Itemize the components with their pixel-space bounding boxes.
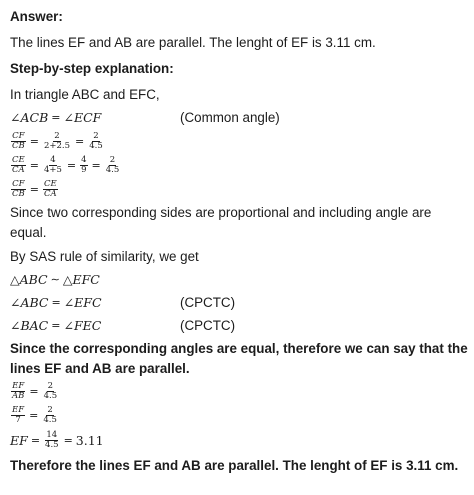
numerator: 4 [50, 154, 56, 165]
ef-seven-ratio-row [10, 404, 464, 426]
numerator: CE [43, 178, 57, 189]
denominator: CB [12, 188, 25, 199]
ratio-cf-row [10, 130, 464, 152]
equals-sign: = [51, 110, 61, 124]
denominator: 9 [81, 164, 87, 175]
angle-left: ∠ACB [10, 109, 49, 125]
fraction [11, 382, 25, 401]
angle-right: ∠EFC [63, 294, 102, 310]
numerator: 2 [47, 404, 53, 415]
fraction [11, 180, 26, 199]
fraction [43, 156, 63, 175]
cpctc-row-1 [10, 291, 464, 313]
equals-sign: = [29, 134, 39, 148]
conclusion-text: Therefore the lines EF and AB are parallel. The lenght of EF is 3.11 cm. [10, 458, 459, 473]
numerator: EF [12, 380, 25, 391]
cpctc-note: (CPCTC) [180, 294, 236, 310]
fraction [11, 132, 26, 151]
fraction [44, 431, 60, 450]
numerator: 4 [81, 154, 87, 165]
equals-sign: = [29, 408, 39, 422]
triangle-abc: △ABC [10, 271, 48, 287]
angle-right: ∠ECF [63, 109, 102, 125]
cpctc-note: (CPCTC) [180, 317, 236, 333]
denominator: 4.5 [105, 164, 120, 175]
equals-sign: = [66, 158, 77, 172]
fraction [88, 132, 104, 151]
numerator: 2 [54, 130, 60, 141]
fraction [43, 132, 71, 151]
numerator: 2 [109, 154, 116, 165]
parallel-text-line2: lines EF and AB are parallel. [10, 361, 190, 376]
denominator: 4.5 [43, 390, 58, 401]
equals-sign: = [75, 134, 85, 148]
intro-text: In triangle ABC and EFC, [10, 87, 160, 102]
angle-left: ∠BAC [10, 317, 49, 333]
equals-sign: = [30, 433, 41, 447]
angle-left: ∠ABC [10, 294, 49, 310]
ef-result: 3.11 [75, 432, 104, 448]
denominator: 4.5 [43, 414, 57, 425]
numerator: EF [12, 404, 25, 415]
ratio-ce-row [10, 154, 464, 176]
answer-heading: Answer: [10, 9, 63, 24]
parallel-text-line1: Since the corresponding angles are equal, therefore we can say that the [10, 341, 468, 356]
denominator: 2+2.5 [43, 140, 71, 151]
equals-sign: = [91, 158, 101, 172]
denominator: 7 [15, 414, 21, 425]
equals-sign: = [51, 318, 61, 332]
numerator: 14 [46, 429, 58, 440]
denominator: AB [12, 390, 25, 401]
similarity-row [10, 268, 464, 290]
denominator: CA [44, 188, 57, 199]
proportional-text-line2: equal. [10, 225, 47, 240]
steps-heading: Step-by-step explanation: [10, 61, 174, 76]
numerator: CE [12, 154, 25, 165]
fraction [11, 156, 26, 175]
fraction [11, 406, 25, 425]
numerator: 2 [93, 130, 99, 141]
ratio-equality-row [10, 178, 464, 200]
fraction [80, 156, 87, 175]
equals-sign: = [63, 433, 73, 447]
common-angle-row [10, 106, 464, 128]
fraction [105, 156, 121, 175]
equals-sign: = [29, 384, 39, 398]
answer-text: The lines EF and AB are parallel. The lenght of EF is 3.11 cm. [10, 35, 376, 50]
sas-text: By SAS rule of similarity, we get [10, 249, 199, 264]
denominator: 4.5 [89, 140, 103, 151]
ef-symbol: EF [10, 432, 28, 448]
denominator: CB [12, 140, 25, 151]
numerator: 2 [47, 380, 54, 391]
denominator: 4+5 [43, 164, 62, 175]
numerator: CF [12, 130, 25, 141]
denominator: CA [12, 164, 25, 175]
cpctc-row-2 [10, 314, 464, 336]
fraction [43, 382, 59, 401]
similar-sign: ∼ [50, 272, 60, 286]
triangle-efc: △EFC [62, 271, 100, 287]
ef-value-row [10, 429, 464, 451]
common-angle-note: (Common angle) [180, 109, 280, 125]
angle-right: ∠FEC [63, 317, 102, 333]
equals-sign: = [29, 182, 39, 196]
equals-sign: = [51, 295, 61, 309]
fraction [42, 406, 58, 425]
fraction [43, 180, 58, 199]
denominator: 4.5 [45, 439, 59, 450]
ef-ab-ratio-row [10, 380, 464, 402]
numerator: CF [12, 178, 25, 189]
proportional-text-line1: Since two corresponding sides are proportional and including angle are [10, 205, 432, 220]
equals-sign: = [29, 158, 39, 172]
